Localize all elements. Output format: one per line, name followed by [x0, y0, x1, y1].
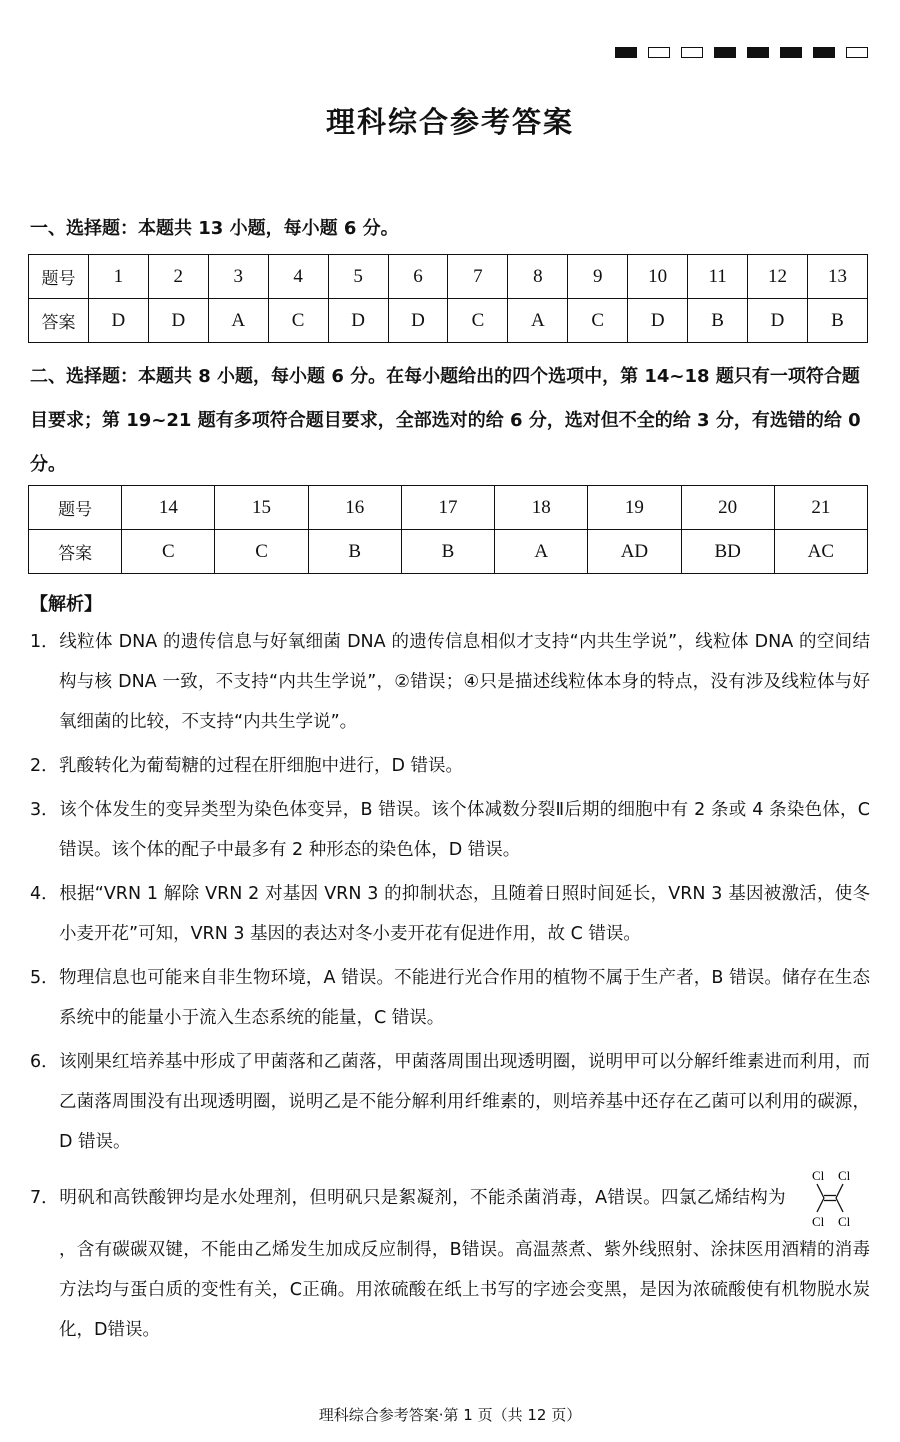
item-text: 根据“VRN 1 解除 VRN 2 对基因 VRN 3 的抑制状态，且随着日照时间延长，VRN 3 基因被激活，使冬小麦开花”可知，VRN 3 基因的表达对冬小麦开花有促进作用，故 C 错误。 — [59, 884, 870, 944]
item-text: 线粒体 DNA 的遗传信息与好氧细菌 DNA 的遗传信息相似才支持“内共生学说”，线粒体 DNA 的空间结构与核 DNA 一致，不支持“内共生学说”，②错误；④只是描述线粒体本身的特点，没有涉及线粒体与好氧细菌的比较，不支持“内共生学说”。 — [59, 632, 870, 732]
analysis-items — [30, 622, 870, 1162]
answer-cell: C — [448, 299, 508, 343]
empty-square-mark — [846, 47, 868, 58]
answer-row — [29, 299, 868, 343]
row-label: 答案 — [29, 530, 122, 574]
answer-cell: A — [508, 299, 568, 343]
answer-cell: D — [628, 299, 688, 343]
atom-label: Cl — [838, 1214, 851, 1229]
item-text-part-a: 明矾和高铁酸钾均是水处理剂，但明矾只是絮凝剂，不能杀菌消毒，A错误。四氯乙烯结构为 — [59, 1188, 786, 1208]
answer-cell: B — [401, 530, 494, 574]
filled-square-mark — [714, 47, 736, 58]
atom-label: Cl — [812, 1168, 825, 1183]
question-number-cell: 21 — [774, 486, 867, 530]
analysis-item-5 — [30, 958, 870, 1038]
item-number: 4． — [30, 884, 59, 904]
tetrachloroethylene-structure — [788, 1166, 868, 1230]
empty-square-mark — [681, 47, 703, 58]
filled-square-mark — [780, 47, 802, 58]
bond — [836, 1184, 843, 1198]
analysis-list — [30, 622, 870, 1354]
answer-cell: C — [215, 530, 308, 574]
answer-cell: BD — [681, 530, 774, 574]
number-row — [29, 255, 868, 299]
question-number-cell: 9 — [568, 255, 628, 299]
question-number-cell: 20 — [681, 486, 774, 530]
bond — [817, 1198, 824, 1212]
number-row — [29, 486, 868, 530]
analysis-item-3 — [30, 790, 870, 870]
empty-square-mark — [648, 47, 670, 58]
answer-cell: C — [122, 530, 215, 574]
filled-square-mark — [747, 47, 769, 58]
answer-cell: A — [208, 299, 268, 343]
bond — [817, 1184, 824, 1198]
answer-cell: D — [748, 299, 808, 343]
row-label: 题号 — [29, 255, 89, 299]
item-number: 6． — [30, 1052, 59, 1072]
answer-cell: C — [568, 299, 628, 343]
page-marks — [615, 47, 868, 58]
question-number-cell: 8 — [508, 255, 568, 299]
question-number-cell: 13 — [807, 255, 867, 299]
question-number-cell: 7 — [448, 255, 508, 299]
question-number-cell: 4 — [268, 255, 328, 299]
question-number-cell: 18 — [495, 486, 588, 530]
row-label: 题号 — [29, 486, 122, 530]
section1-heading: 一、选择题：本题共 13 小题，每小题 6 分。 — [30, 218, 399, 239]
item-text: 乳酸转化为葡萄糖的过程在肝细胞中进行，D 错误。 — [59, 756, 464, 776]
section2-answer-table — [28, 485, 868, 574]
item-number: 3． — [30, 800, 59, 820]
item-text: 该个体发生的变异类型为染色体变异，B 错误。该个体减数分裂Ⅱ后期的细胞中有 2 条或 4 条染色体，C 错误。该个体的配子中最多有 2 种形态的染色体，D 错误。 — [59, 800, 870, 860]
section1-answer-table — [28, 254, 868, 343]
question-number-cell: 19 — [588, 486, 681, 530]
answer-cell: AC — [774, 530, 867, 574]
answer-row — [29, 530, 868, 574]
item-text-part-b: ，含有碳碳双键，不能由乙烯发生加成反应制得，B错误。高温蒸煮、紫外线照射、涂抹医用酒精的消毒方法均与蛋白质的变性有关，C正确。用浓硫酸在纸上书写的字迹会变黑，是因为浓硫酸使有机物脱水炭化，D错误。 — [59, 1240, 870, 1340]
question-number-cell: 2 — [148, 255, 208, 299]
question-number-cell: 10 — [628, 255, 688, 299]
answer-cell: B — [308, 530, 401, 574]
analysis-item-2 — [30, 746, 870, 786]
item-number: 2． — [30, 756, 59, 776]
question-number-cell: 6 — [388, 255, 448, 299]
answer-cell: D — [328, 299, 388, 343]
analysis-item-6 — [30, 1042, 870, 1162]
question-number-cell: 17 — [401, 486, 494, 530]
atom-label: Cl — [812, 1214, 825, 1229]
question-number-cell: 14 — [122, 486, 215, 530]
bond — [836, 1198, 843, 1212]
answer-cell: A — [495, 530, 588, 574]
item-number: 7． — [30, 1188, 59, 1208]
answer-cell: D — [388, 299, 448, 343]
atom-label: Cl — [838, 1168, 851, 1183]
item-number: 5． — [30, 968, 59, 988]
item-text: 物理信息也可能来自非生物环境，A 错误。不能进行光合作用的植物不属于生产者，B 错误。储存在生态系统中的能量小于流入生态系统的能量，C 错误。 — [59, 968, 870, 1028]
question-number-cell: 5 — [328, 255, 388, 299]
analysis-heading: 【解析】 — [30, 594, 102, 615]
item-number: 1． — [30, 632, 59, 652]
item-text: 该刚果红培养基中形成了甲菌落和乙菌落，甲菌落周围出现透明圈，说明甲可以分解纤维素进而利用，而乙菌落周围没有出现透明圈，说明乙是不能分解利用纤维素的，则培养基中还存在乙菌可以利用的碳源，D 错误。 — [59, 1052, 870, 1152]
section2-heading: 二、选择题：本题共 8 小题，每小题 6 分。在每小题给出的四个选项中，第 14~18 题只有一项符合题目要求；第 19~21 题有多项符合题目要求，全部选对的给 6 分，选对但不全的给 3 分，有选错的给 0 分。 — [30, 366, 861, 475]
analysis-item-7 — [30, 1166, 870, 1350]
question-number-cell: 1 — [88, 255, 148, 299]
page-footer: 理科综合参考答案·第 1 页（共 12 页） — [318, 1406, 582, 1424]
answer-cell: C — [268, 299, 328, 343]
filled-square-mark — [615, 47, 637, 58]
row-label: 答案 — [29, 299, 89, 343]
answer-cell: D — [148, 299, 208, 343]
filled-square-mark — [813, 47, 835, 58]
answer-cell: D — [88, 299, 148, 343]
answer-cell: B — [688, 299, 748, 343]
question-number-cell: 16 — [308, 486, 401, 530]
question-number-cell: 11 — [688, 255, 748, 299]
analysis-item-1 — [30, 622, 870, 742]
question-number-cell: 12 — [748, 255, 808, 299]
answer-cell: AD — [588, 530, 681, 574]
page-title: 理科综合参考答案 — [325, 105, 574, 139]
question-number-cell: 15 — [215, 486, 308, 530]
answer-cell: B — [807, 299, 867, 343]
analysis-item-4 — [30, 874, 870, 954]
question-number-cell: 3 — [208, 255, 268, 299]
